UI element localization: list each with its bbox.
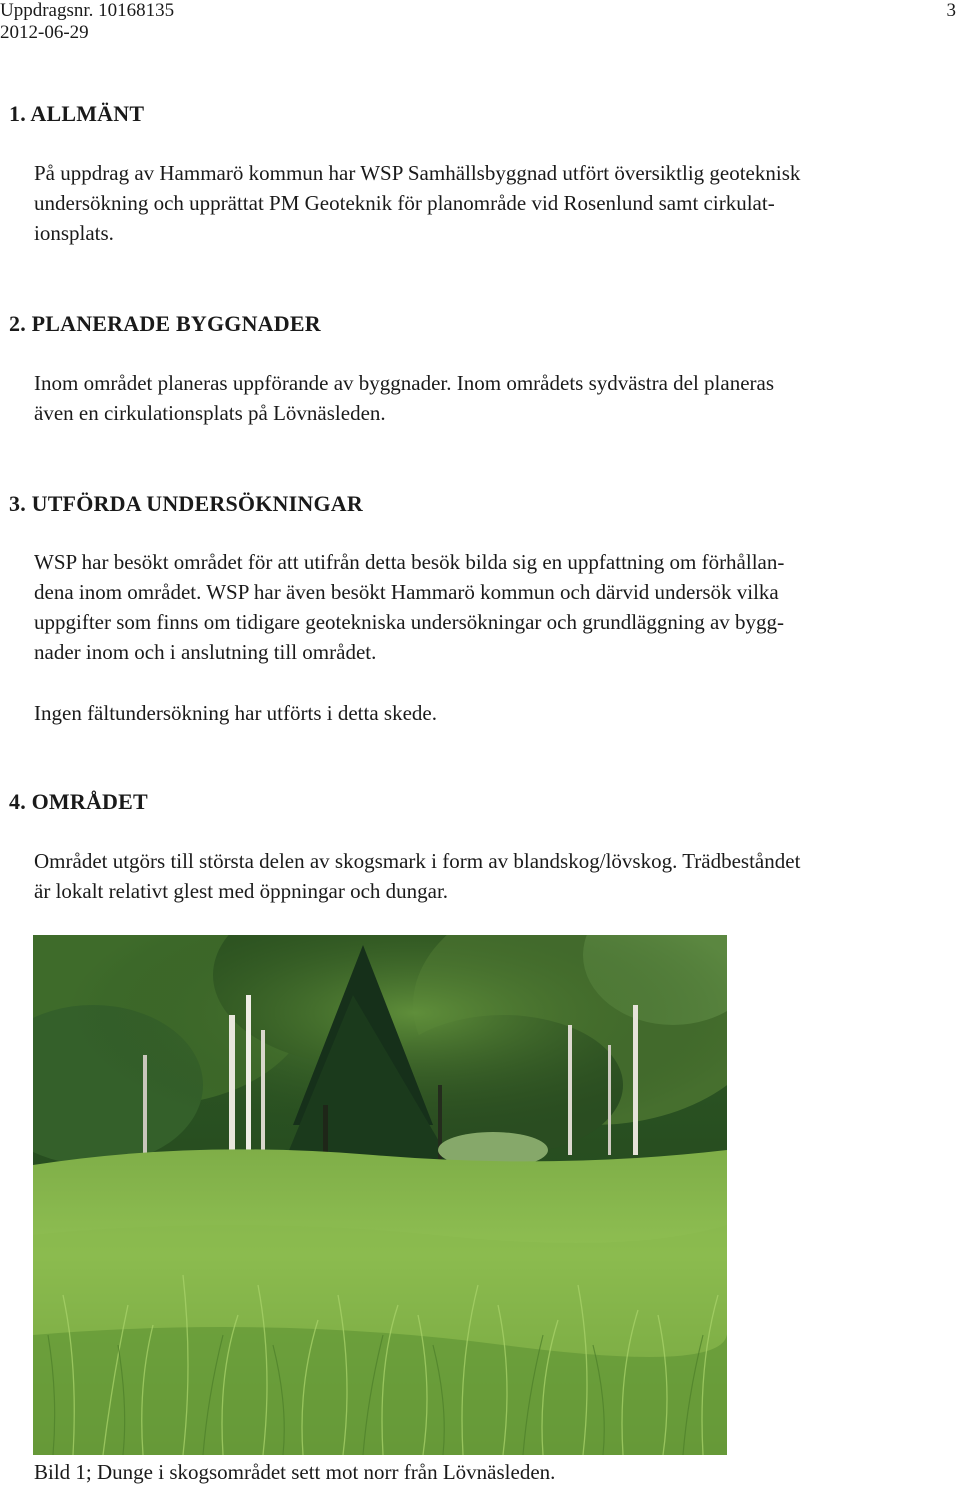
section-body-planerade-byggnader (34, 368, 774, 428)
section-heading-planerade-byggnader: 2. PLANERADE BYGGNADER (9, 311, 321, 336)
text-line: undersökning och upprättat PM Geoteknik för planområde vid Rosenlund samt cirkulat- (34, 191, 775, 215)
no-field-survey-note: Ingen fältundersökning har utförts i detta skede. (34, 701, 437, 725)
text-line: Området utgörs till största delen av skogsmark i form av blandskog/lövskog. Trädbeståndet (34, 849, 801, 873)
text-line: uppgifter som finns om tidigare geotekniska undersökningar och grundläggning av bygg- (34, 610, 785, 634)
text-line: nader inom och i anslutning till området. (34, 640, 377, 664)
document-date: 2012-06-29 (0, 22, 89, 43)
section-body-omradet (34, 846, 800, 906)
text-line: även en cirkulationsplats på Lövnäsleden. (34, 401, 386, 425)
text-line: WSP har besökt området för att utifrån detta besök bilda sig en uppfattning om förhållan- (34, 550, 785, 574)
text-line: dena inom området. WSP har även besökt Hammarö kommun och därvid undersök vilka (34, 580, 779, 604)
text-line: är lokalt relativt glest med öppningar och dungar. (34, 879, 449, 903)
section-body-utforda-undersokningar (34, 547, 784, 667)
section-heading-allmant: 1. ALLMÄNT (9, 101, 145, 126)
text-line: ionsplats. (34, 221, 114, 245)
forest-photo (33, 935, 727, 1455)
text-line: Inom området planeras uppförande av byggnader. Inom områdets sydvästra del planeras (34, 371, 775, 395)
assignment-number: Uppdragsnr. 10168135 (0, 0, 175, 21)
section-heading-omradet: 4. OMRÅDET (9, 789, 148, 814)
section-body-allmant (34, 158, 800, 248)
figure-caption: Bild 1; Dunge i skogsområdet sett mot norr från Lövnäsleden. (34, 1460, 556, 1484)
text-line: På uppdrag av Hammarö kommun har WSP Samhällsbyggnad utfört översiktlig geoteknisk (34, 161, 801, 185)
page-number: 3 (946, 0, 956, 21)
section-heading-utforda-undersokningar: 3. UTFÖRDA UNDERSÖKNINGAR (9, 491, 363, 516)
